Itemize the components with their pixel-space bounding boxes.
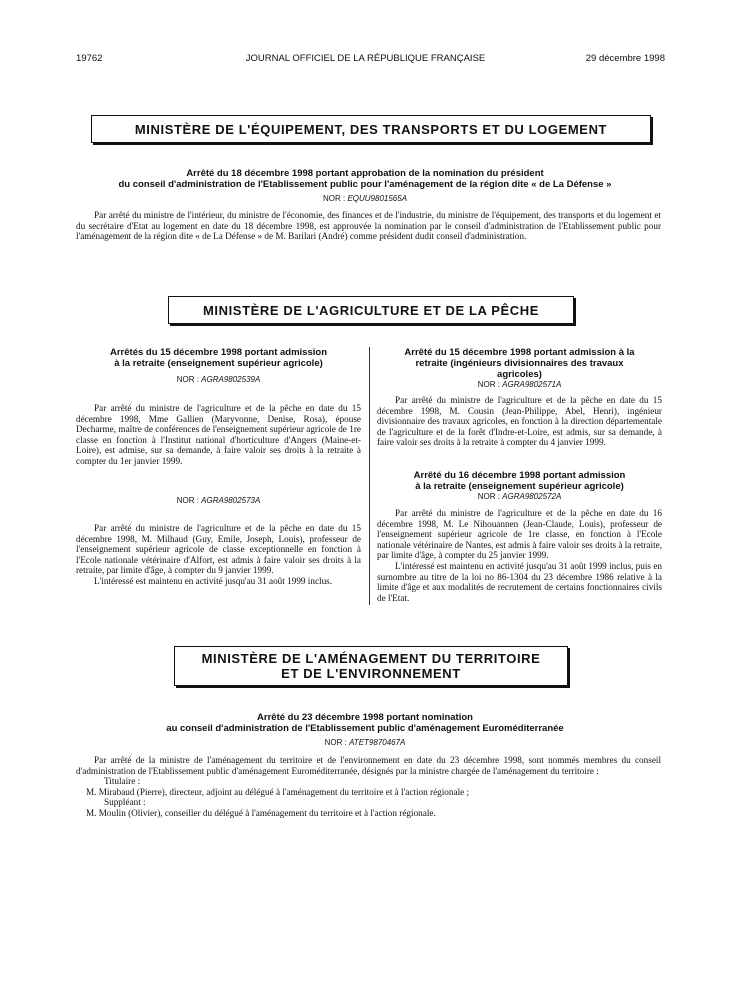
nor-reference <box>76 375 361 384</box>
decree-body <box>377 395 662 448</box>
decree-body <box>76 403 361 467</box>
decree-title <box>76 347 361 369</box>
column-divider <box>369 347 370 605</box>
nor-label: NOR : <box>477 380 500 389</box>
ministry-heading-agriculture <box>168 296 574 324</box>
nor-reference <box>60 738 670 747</box>
titulaire-label: Titulaire : <box>104 776 141 787</box>
titulaire-entry: M. Mirabaud (Pierre), directeur, adjoint au délégué à l'aménagement du territoire et à l'action régionale ; <box>86 786 470 797</box>
decree-paragraph: Par arrêté du ministre de l'agriculture et de la pêche en date du 15 décembre 1998, M. Milhaud (Guy, Emile, Joseph, Louis), professeur de l'enseignement supérieur agricole de classe exceptionnelle en fonction à l'Ecole nationale vétérinaire d'Alfort, est admis à faire valoir ses droits à la retraite, par limite d'âge, à compter du 9 janvier 1999. <box>76 523 361 576</box>
decree-title-line: agricoles) <box>497 369 542 380</box>
decree-body <box>377 508 662 603</box>
decree-body <box>76 210 661 242</box>
decree-title <box>377 470 662 492</box>
ministry-heading-line: ET DE L'ENVIRONNEMENT <box>281 666 461 681</box>
suppleant-label: Suppléant : <box>104 797 146 808</box>
decree-title <box>60 712 670 734</box>
decree-title-line: Arrêté du 16 décembre 1998 portant admission <box>413 470 626 481</box>
decree-title-line: Arrêté du 15 décembre 1998 portant admission à la <box>404 347 635 358</box>
nor-label: NOR : <box>176 375 199 384</box>
nor-code: AGRA9802571A <box>502 380 562 389</box>
decree-title-line: à la retraite (enseignement supérieur agricole) <box>415 481 624 492</box>
nor-label: NOR : <box>324 738 347 747</box>
decree-title-line: Arrêté du 18 décembre 1998 portant approbation de la nomination du président <box>186 168 544 179</box>
decree-paragraph: Par arrêté du ministre de l'intérieur, du ministre de l'économie, des finances et de l'industrie, du ministre de l'équipement, des transports et du logement et du secrétaire d'Etat au logement en date du 18 décembre 1998, est approuvée la nomination par le conseil d'administration de l'Etablissement public pour l'aménagement de la région dite « de La Défense » de M. Barilari (André) comme président dudit conseil d'administration. <box>76 210 661 242</box>
issue-date: 29 décembre 1998 <box>585 53 665 64</box>
journal-title: JOURNAL OFFICIEL DE LA RÉPUBLIQUE FRANÇAISE <box>245 53 486 64</box>
nor-label: NOR : <box>477 492 500 501</box>
page-number: 19762 <box>76 53 103 64</box>
decree-title-line: retraite (ingénieurs divisionnaires des travaux <box>415 358 624 369</box>
nor-code: AGRA9802539A <box>201 375 261 384</box>
ministry-heading-equipement <box>91 115 651 143</box>
decree-paragraph: Par arrêté du ministre de l'agriculture et de la pêche en date du 15 décembre 1998, M. Cousin (Jean-Philippe, Abel, Henri), ingénieur divisionnaire des travaux agricoles, en fonction à la direction départementale de l'agriculture et de la forêt d'Indre-et-Loire, est admis, sur sa demande, à faire valoir ses droits à la retraite à compter du 4 janvier 1999. <box>377 395 662 448</box>
nor-code: AGRA9802573A <box>201 496 261 505</box>
decree-title-line: à la retraite (enseignement supérieur agricole) <box>114 358 323 369</box>
ministry-heading-text: MINISTÈRE DE L'ÉQUIPEMENT, DES TRANSPORTS ET DU LOGEMENT <box>134 121 608 137</box>
decree-title <box>60 168 670 190</box>
nor-label: NOR : <box>176 496 199 505</box>
ministry-heading-amenagement <box>174 646 568 686</box>
decree-title-line: Arrêté du 23 décembre 1998 portant nomination <box>257 712 473 723</box>
nor-reference <box>60 194 670 203</box>
decree-title-line: du conseil d'administration de l'Etablissement public pour l'aménagement de la région dite « de La Défense » <box>118 179 612 190</box>
decree-paragraph: L'intéressé est maintenu en activité jusqu'au 31 août 1999 inclus, puis en surnombre au titre de la loi no 86-1304 du 23 décembre 1986 relative à la limite d'âge et aux modalités de recrutement de certains fonctionnaires civils de l'Etat. <box>377 560 662 603</box>
decree-title-line: au conseil d'administration de l'Etablissement public d'aménagement Euroméditerranée <box>166 723 564 734</box>
suppleant-entry: M. Moulin (Olivier), conseiller du délégué à l'aménagement du territoire et à l'action régionale. <box>86 807 436 818</box>
decree-paragraph: Par arrêté du ministre de l'agriculture et de la pêche en date du 16 décembre 1998, M. Le Nihouannen (Jean-Claude, Louis), professeur de l'enseignement supérieur agricole de 1re classe, en fonction à l'Ecole nationale vétérinaire de Nantes, est admis à faire valoir ses droits à la retraite, par limite d'âge, à compter du 25 janvier 1999. <box>377 508 662 561</box>
nor-code: AGRA9802572A <box>502 492 562 501</box>
nor-reference <box>377 492 662 501</box>
decree-paragraph: L'intéressé est maintenu en activité jusqu'au 31 août 1999 inclus. <box>94 575 333 586</box>
decree-title <box>377 347 662 380</box>
decree-paragraph: Par arrêté du ministre de l'agriculture et de la pêche en date du 15 décembre 1998, Mme Gallien (Maryvonne, Denise, Rosa), épouse Decharme, maître de conférences de l'enseignement supérieur agricole de 1re classe en fonction à l'Institut national d'horticulture d'Angers (Maine-et-Loire), est admise, sur sa demande, à faire valoir ses droits à la retraite à compter du 1er janvier 1999. <box>76 403 361 466</box>
decree-body <box>76 523 361 587</box>
decree-body <box>76 755 661 819</box>
nor-label: NOR : <box>322 194 346 203</box>
nor-code: ATET9870467A <box>349 738 406 747</box>
decree-title-line: Arrêtés du 15 décembre 1998 portant admission <box>110 347 327 358</box>
decree-paragraph: Par arrêté de la ministre de l'aménagement du territoire et de l'environnement en date du 23 décembre 1998, sont nommés membres du conseil d'administration de l'Etablissement public d'aménagement Euroméditerranée, désignés par la ministre chargée de l'aménagement du territoire : <box>76 755 661 776</box>
ministry-heading-line: MINISTÈRE DE L'AMÉNAGEMENT DU TERRITOIRE <box>201 651 541 666</box>
nor-reference <box>76 496 361 505</box>
nor-reference <box>377 380 662 389</box>
nor-code: EQUU9801565A <box>347 194 408 203</box>
ministry-heading-text: MINISTÈRE DE L'AGRICULTURE ET DE LA PÊCHE <box>202 302 540 318</box>
